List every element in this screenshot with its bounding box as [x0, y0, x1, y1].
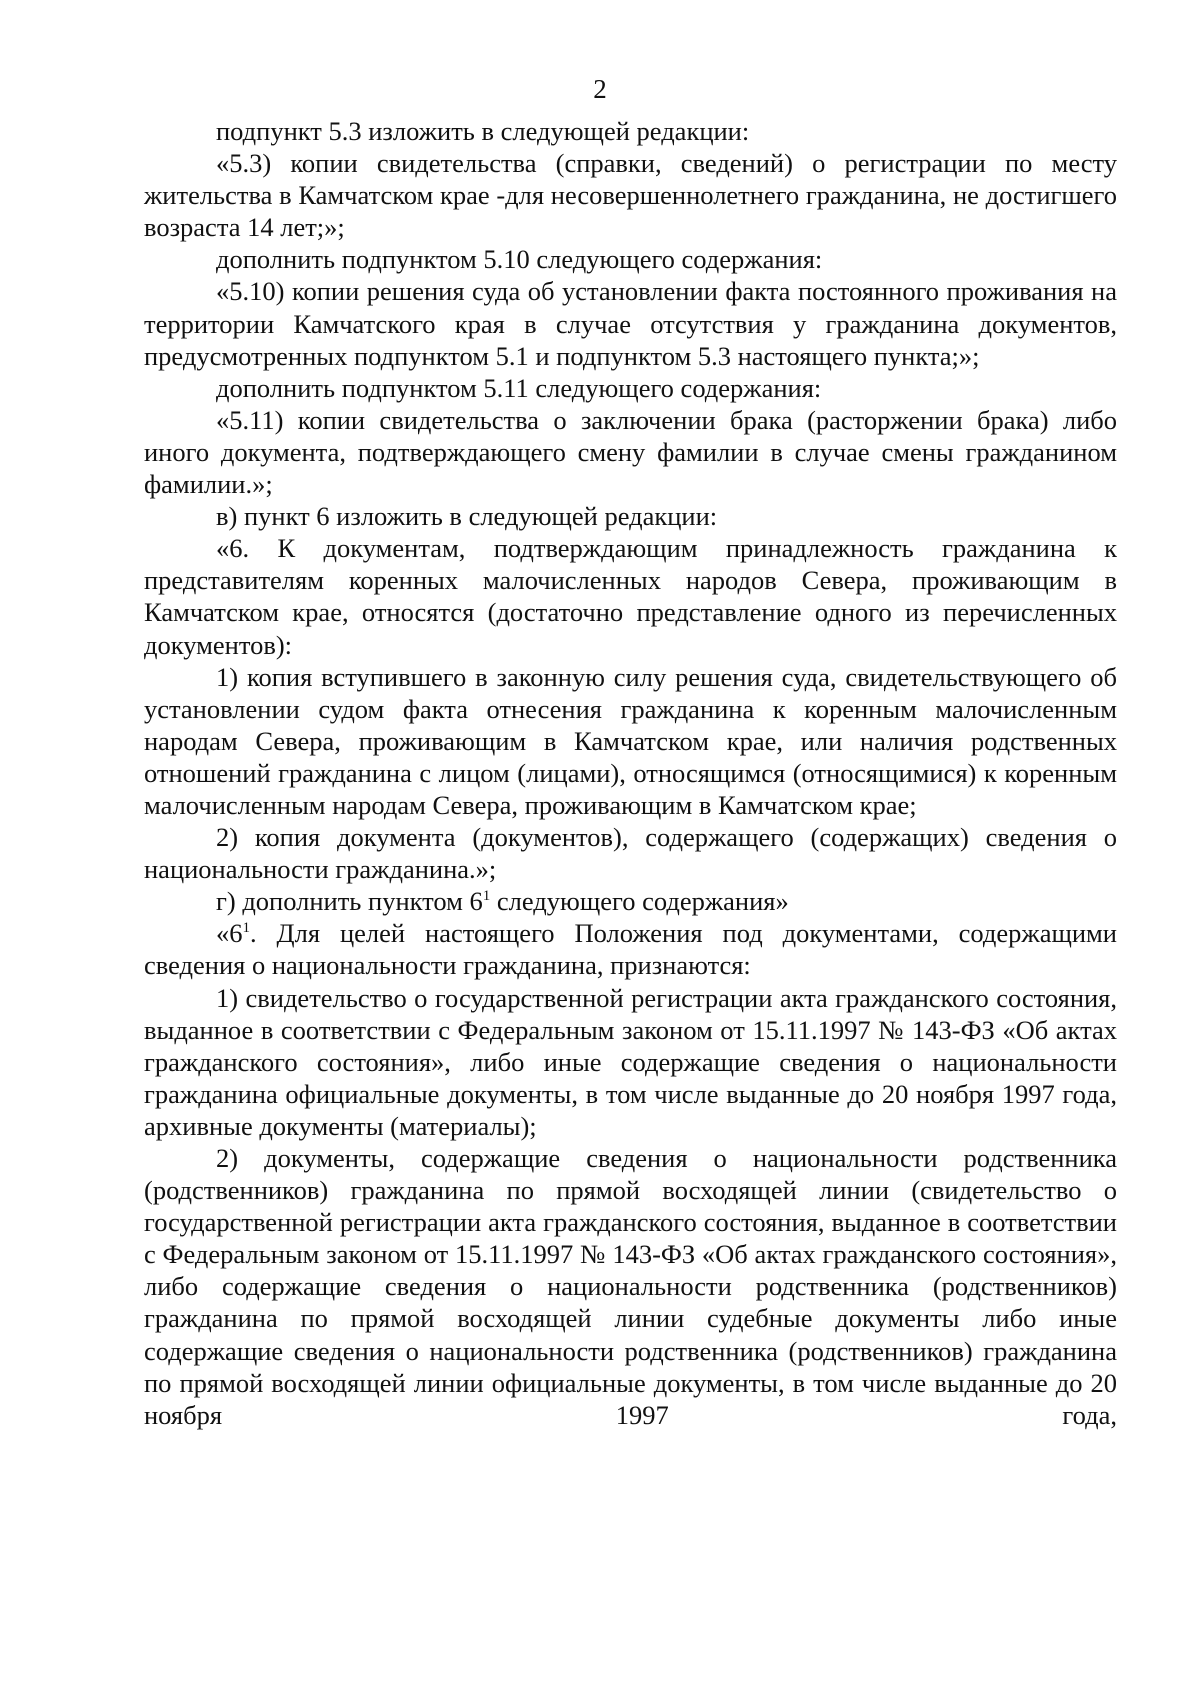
paragraph-subitem-5-3-text: «5.3) копии свидетельства (справки, сведений) о регистрации по месту жительства в Камчатском крае -для несовершеннолетнего гражданина, не достигшего возраста 14 лет;»;	[144, 148, 1117, 243]
paragraph-item-6-intro: в) пункт 6 изложить в следующей редакции:	[216, 501, 718, 532]
paragraph-item-6-point-2: 2) копия документа (документов), содержащего (содержащих) сведения о национальности гражданина.»;	[144, 822, 1117, 885]
paragraph-subitem-5-11-intro: дополнить подпунктом 5.11 следующего содержания:	[216, 372, 822, 403]
paragraph-item-6-point-1: 1) копия вступившего в законную силу решения суда, свидетельствующего об установлении судом факта отнесения гражданина к коренным малочисленным народам Севера, проживающим в Камчатском крае, или наличия родственных отношений гражданина с лицом (лицами), относящимся (относящимися) к коренным малочисленным народам Севера, проживающим в Камчатском крае;	[144, 661, 1117, 820]
paragraph-subitem-5-11-text: «5.11) копии свидетельства о заключении брака (расторжении брака) либо иного документа, подтверждающего смену фамилии в случае смены гражданином фамилии.»;	[144, 404, 1117, 500]
paragraph-subitem-5-10-intro: дополнить подпунктом 5.10 следующего содержания:	[216, 244, 823, 275]
paragraph-item-6-1-text	[144, 917, 1117, 981]
paragraph-item-6-1-intro-after: следующего содержания»	[490, 886, 789, 917]
paragraph-item-6-1-intro-before: г) дополнить пунктом 6	[216, 886, 483, 917]
paragraph-item-6-1-point-1: 1) свидетельство о государственной регистрации акта гражданского состояния, выданное в соответствии с Федеральным законом от 15.11.1997 № 143-ФЗ «Об актах гражданского состояния», либо иные содержащие сведения о национальности гражданина официальные документы, в том числе выданные до 20 ноября 1997 года, архивные документы (материалы);	[144, 982, 1117, 1141]
page-number: 2	[593, 74, 607, 104]
paragraph-item-6-1-text-after: . Для целей настоящего Положения под документами, содержащими сведения о национальности гражданина, признаются:	[144, 918, 1117, 981]
paragraph-item-6-1-point-2: 2) документы, содержащие сведения о национальности родственника (родственников) гражданина по прямой восходящей линии (свидетельство о государственной регистрации акта гражданского состояния, выданное в соответствии с Федеральным законом от 15.11.1997 № 143-ФЗ «Об актах гражданского состояния», либо содержащие сведения о национальности родственника (родственников) гражданина по прямой восходящей линии судебные документы либо иные содержащие сведения о национальности родственника (родственников) гражданина по прямой восходящей линии официальные документы, в том числе выданные до 20 ноября 1997 года,	[144, 1143, 1117, 1430]
paragraph-item-6-text: «6. К документам, подтверждающим принадлежность гражданина к представителям коренных малочисленных народов Севера, проживающим в Камчатском крае, относятся (достаточно представление одного из перечисленных документов):	[144, 533, 1117, 660]
paragraph-subitem-5-3-intro: подпункт 5.3 изложить в следующей редакции:	[216, 116, 750, 146]
superscript-one: 1	[482, 888, 491, 905]
paragraph-subitem-5-10-text: «5.10) копии решения суда об установлении факта постоянного проживания на территории Камчатского края в случае отсутствия у гражданина документов, предусмотренных подпунктом 5.1 и подпунктом 5.3 настоящего пункта;»;	[144, 276, 1117, 371]
superscript-one: 1	[242, 920, 250, 937]
paragraph-item-6-1-text-before: «6	[216, 918, 243, 949]
document-body	[144, 115, 1117, 1431]
paragraph-item-6-1-intro	[144, 885, 1117, 917]
